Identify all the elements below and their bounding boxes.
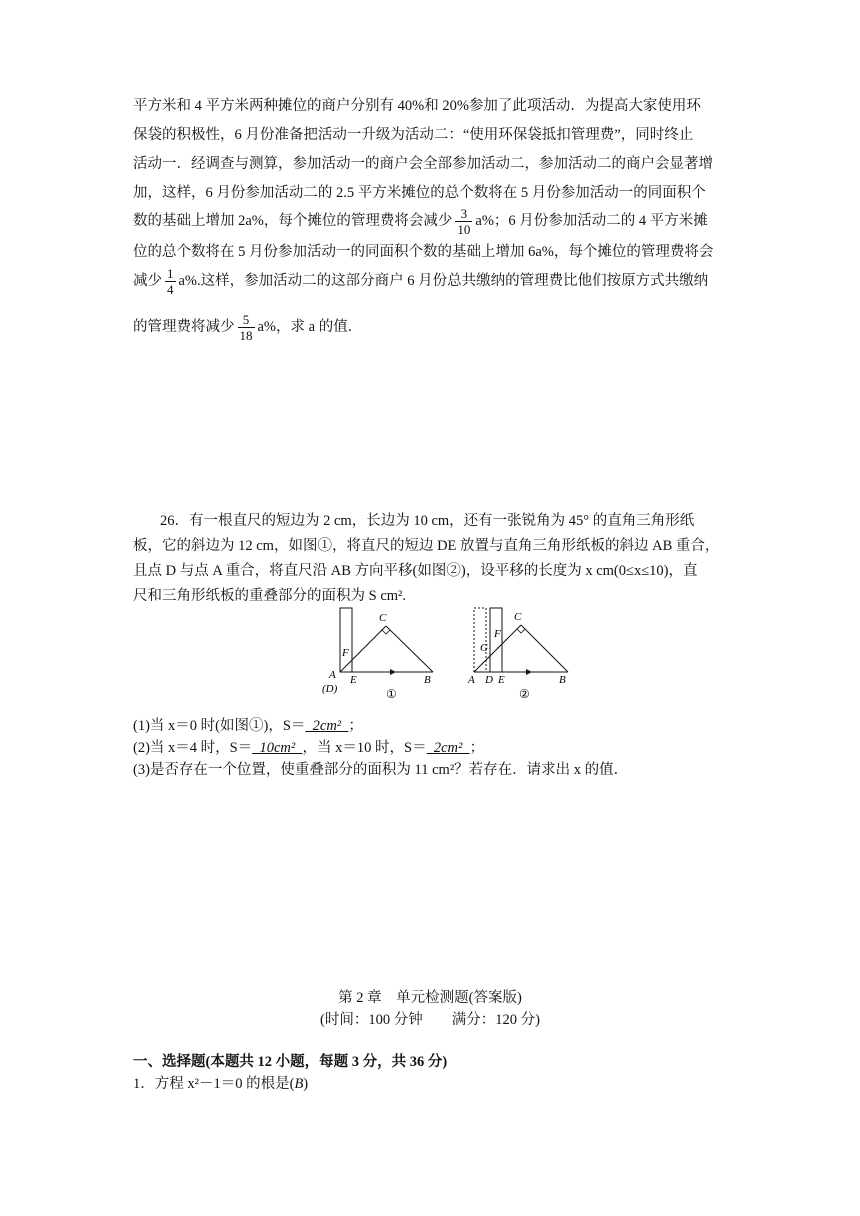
label-b: B [424,674,431,686]
label-b: B [559,674,566,686]
figure-1-number: ① [386,687,397,701]
label-a: A [329,669,336,681]
label-e: E [350,674,357,686]
p26-line-3: 且点 D 与点 A 重合，将直尺沿 AB 方向平移(如图②)，设平移的长度为 x cm(0≤x≤10)，直 [133,563,698,579]
p25-line-8 [133,312,362,343]
p25-line-5 [133,206,708,237]
p25-line-8b: a%，求 a 的值． [257,318,363,335]
fraction-denominator: 18 [239,328,253,343]
figure-1 [318,605,448,710]
label-f: F [494,628,501,640]
fraction-numerator: 1 [167,266,174,281]
fraction-3-10 [455,206,472,237]
p25-line-3: 活动一．经调查与测算，参加活动一的商户会全部参加活动二，参加活动二的商户会显著增 [133,156,713,172]
answer-title: 第 2 章 单元检测题(答案版) [338,990,522,1006]
arrow-mark [526,669,532,675]
p25-line-7b: a%.这样，参加活动二的这部分商户 6 月份总共缴纳的管理费比他们按原方式共缴纳 [178,272,709,289]
fraction-denominator: 10 [457,222,471,237]
s1q1-text: 1．方程 x²－1＝0 的根是( [133,1076,295,1092]
side-cb [521,625,568,672]
p26-line-1: 26．有一根直尺的短边为 2 cm，长边为 10 cm，还有一张锐角为 45° 的直角三角形纸 [160,513,695,529]
p25-line-4: 加，这样，6 月份参加活动二的 2.5 平方米摊位的总个数将在 5 月份参加活动一的同面积个 [133,185,706,201]
p25-line-2: 保袋的积极性，6 月份准备把活动一升级为活动二：“使用环保袋抵扣管理费”，同时终止 [133,127,694,143]
p26-question-1 [133,716,363,736]
p25-line-5b: a%；6 月份参加活动二的 4 平方米摊 [475,212,708,229]
p25-line-8a: 的管理费将减少 [133,318,235,335]
figure-2 [460,605,590,710]
q2-answer-1: 10cm² [252,740,303,756]
label-e: E [498,674,505,686]
p25-line-7 [133,266,708,297]
p26-line-4: 尺和三角形纸板的重叠部分的面积为 S cm². [133,588,406,604]
q2-mid: ，当 x＝10 时，S＝ [302,740,427,756]
p25-line-7a: 减少 [133,272,162,289]
fraction-5-18 [238,312,255,343]
label-d: D [485,674,493,686]
p25-line-5a: 数的基础上增加 2a%，每个摊位的管理费将会减少 [133,212,453,229]
q1-end: ； [348,718,363,734]
arrow-mark [390,669,396,675]
q1-answer: 2cm² [305,718,349,734]
fraction-numerator: 3 [455,206,472,222]
p25-line-6: 位的总个数将在 5 月份参加活动一的同面积个数的基础上增加 6a%，每个摊位的管理费将会 [133,244,714,260]
right-angle-mark [517,629,525,633]
label-a: A [468,674,475,686]
label-c: C [379,612,387,624]
fraction-numerator: 5 [238,312,255,328]
label-g: G [480,642,488,654]
p26-question-2 [133,738,484,758]
s1q1-end: ) [303,1076,309,1092]
s1q1-answer: B [294,1076,304,1092]
label-d: (D) [322,683,338,695]
label-f: F [342,647,349,659]
p25-line-1: 平方米和 4 平方米两种摊位的商户分别有 40%和 20%参加了此项活动．为提高大家使用环 [133,98,701,114]
section-1-question-1 [133,1074,308,1094]
q2-answer-2: 2cm² [426,740,470,756]
q2-text: (2)当 x＝4 时，S＝ [133,740,253,756]
answer-subtitle: (时间：100 分钟 满分：120 分) [320,1012,540,1028]
ruler-rect [490,608,502,672]
fraction-1-4 [165,266,176,297]
q1-text: (1)当 x＝0 时(如图①)，S＝ [133,718,306,734]
q2-end: ； [469,740,485,756]
side-cb [386,626,433,672]
right-angle-mark [382,630,390,634]
fraction-denominator: 4 [167,282,174,297]
p26-question-3: (3)是否存在一个位置，使重叠部分的面积为 11 cm²？若存在．请求出 x 的值． [133,762,629,778]
figure-2-number: ② [519,687,530,701]
label-c: C [514,611,522,623]
section-1-heading: 一、选择题(本题共 12 小题，每题 3 分，共 36 分) [133,1054,448,1070]
p26-line-2: 板，它的斜边为 12 cm，如图①，将直尺的短边 DE 放置与直角三角形纸板的斜边 AB 重合， [133,538,720,554]
